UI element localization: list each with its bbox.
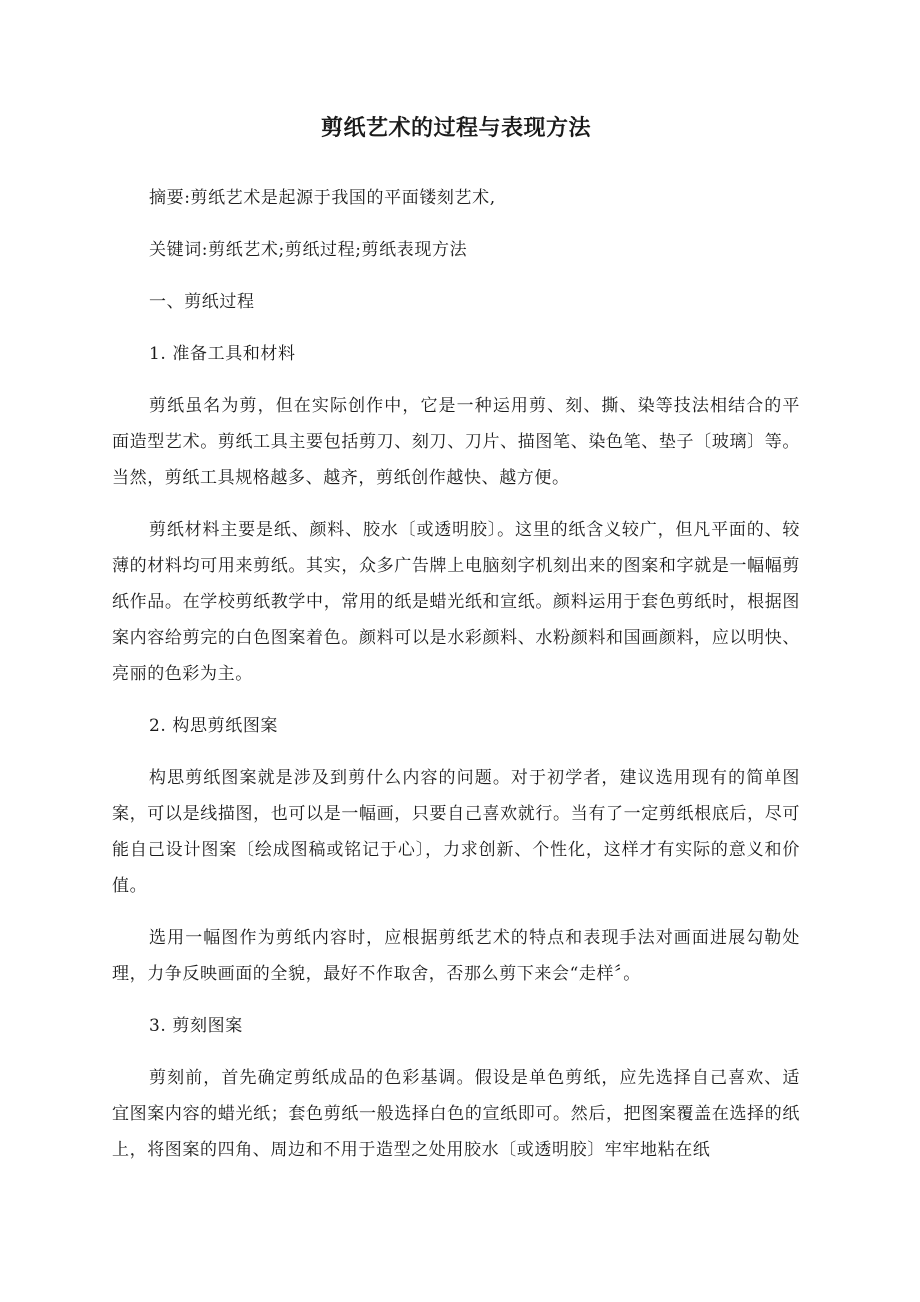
paragraph-tools: 剪纸虽名为剪，但在实际创作中，它是一种运用剪、刻、撕、染等技法相结合的平面造型艺术。剪纸工具主要包括剪刀、刻刀、刀片、描图笔、染色笔、垫子〔玻璃〕等。当然，剪纸工具规格越多、越齐，剪纸创作越快、越方便。 xyxy=(112,396,800,488)
subsection-heading-tools: 1. 准备工具和材料 xyxy=(149,344,296,364)
document-title: 剪纸艺术的过程与表现方法 xyxy=(320,115,591,141)
subsection-heading-cutting: 3. 剪刻图案 xyxy=(149,1016,243,1036)
paragraph-cutting: 剪刻前，首先确定剪纸成品的色彩基调。假设是单色剪纸，应先选择自己喜欢、适宜图案内容的蜡光纸；套色剪纸一般选择白色的宣纸即可。然后，把图案覆盖在选择的纸上，将图案的四角、周边和不用于造型之处用胶水〔或透明胶〕牢牢地粘在纸 xyxy=(112,1068,800,1160)
subsection-heading-design: 2. 构思剪纸图案 xyxy=(149,716,279,736)
paragraph-design: 构思剪纸图案就是涉及到剪什么内容的问题。对于初学者，建议选用现有的简单图案，可以是线描图，也可以是一幅画，只要自己喜欢就行。当有了一定剪纸根底后，尽可能自己设计图案〔绘成图稿或铭记于心〕，力求创新、个性化，这样才有实际的意义和价值。 xyxy=(112,768,800,896)
keywords: 关键词:剪纸艺术;剪纸过程;剪纸表现方法 xyxy=(149,240,468,260)
section-heading-process: 一、剪纸过程 xyxy=(149,292,255,312)
document-page xyxy=(112,108,800,1184)
paragraph-design-detail: 选用一幅图作为剪纸内容时，应根据剪纸艺术的特点和表现手法对画面进展勾勒处理，力争反映画面的全貌，最好不作取舍，否那么剪下来会“走样〞。 xyxy=(112,928,800,984)
abstract: 摘要:剪纸艺术是起源于我国的平面镂刻艺术, xyxy=(149,188,496,208)
paragraph-materials: 剪纸材料主要是纸、颜料、胶水〔或透明胶〕。这里的纸含义较广，但凡平面的、较薄的材料均可用来剪纸。其实，众多广告牌上电脑刻字机刻出来的图案和字就是一幅幅剪纸作品。在学校剪纸教学中，常用的纸是蜡光纸和宣纸。颜料运用于套色剪纸时，根据图案内容给剪完的白色图案着色。颜料可以是水彩颜料、水粉颜料和国画颜料，应以明快、亮丽的色彩为主。 xyxy=(112,520,800,684)
